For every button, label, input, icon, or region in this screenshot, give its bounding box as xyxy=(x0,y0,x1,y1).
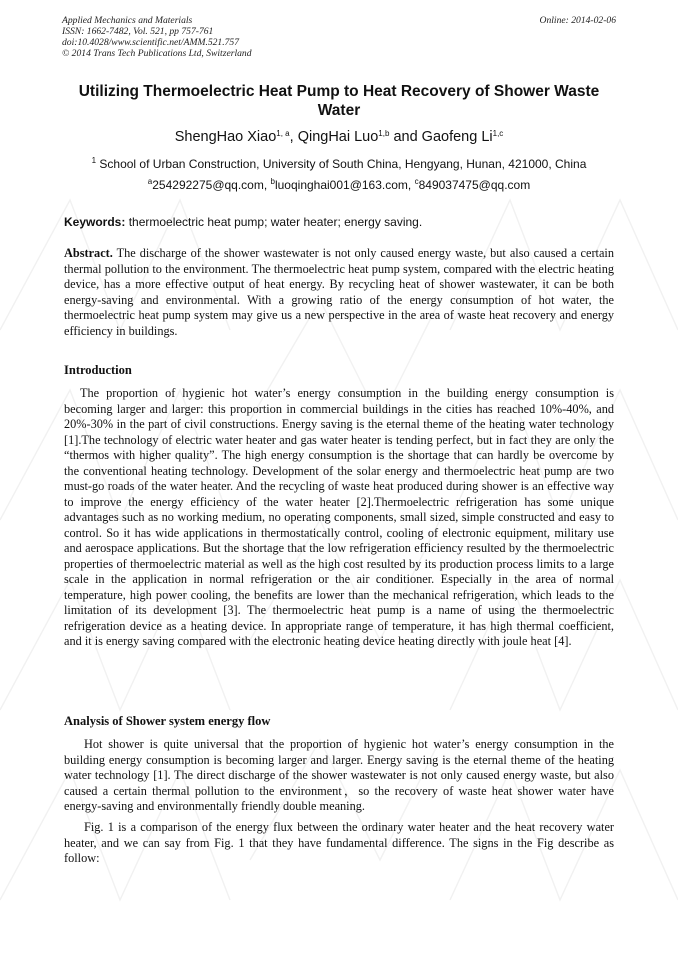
introduction-paragraph: The proportion of hygienic hot water’s energy consumption in the building energy consumption is becoming larger and larger: this proportion in commercial buildings in the cities has reached 10%-40%, and 20%-30% in the part of civil constructions. Energy saving is the eternal theme of the heating water technology [1].The technology of electric water heater and gas water heater is tending perfect, but in fact they are only the “thermos with higher quality”. The high energy consumption is the shortage that can hardly be overcome by the conventional heating technology. Development of the solar energy and thermoelectric heat pump are two must-go roads of the water heater. And the recycling of waste heat produced during shower is an effective way to improve the energy efficiency of the water heater [2].Thermoelectric refrigeration has some unique advantages such as no working medium, no operating components, small sized, simple constructed and easy to control. So it has wide applications in thermostatically control, cooling of electronic equipment, military use and aerospace applications. But the shortage that the low refrigeration efficiency resulted by the thermoelectric properties of thermoelectric material as well as the high cost resulted by its production process limits to a large scale in the application in normal refrigeration or the air conditioner. Especially in the area of normal temperature, high power cooling, the benefits are lower than the mechanical refrigeration, which leads to the limitation of its development [3]. The thermoelectric heat pump is a name of using the thermoelectric refrigeration device as a heating device. In appropriate range of temperature, it has high thermal coefficient, and it is energy saving compared with the electronic heating device heating directly with joule heat [4]. xyxy=(64,386,614,648)
author-sup: 1, a xyxy=(276,129,290,138)
analysis-paragraph-1: Hot shower is quite universal that the proportion of hygienic hot water’s energy consumption in the building energy consumption is becoming larger and larger. Energy saving is the eternal theme of the heating water technology [1]. The direct discharge of the shower wastewater is not only caused energy waste, but also caused a certain thermal pollution to the environment，so the recovery of waste heat shower water have energy-saving and environmentally friendly double meaning. xyxy=(64,737,614,813)
abstract-label: Abstract. xyxy=(64,246,113,260)
journal-name: Applied Mechanics and Materials xyxy=(62,15,193,26)
journal-issn: ISSN: 1662-7482, Vol. 521, pp 757-761 xyxy=(62,26,214,37)
section-heading-analysis: Analysis of Shower system energy flow xyxy=(64,714,271,728)
author-name: Gaofeng Li xyxy=(421,129,493,145)
abstract xyxy=(64,246,614,339)
author-sup: 1,c xyxy=(492,129,504,138)
journal-copyright: © 2014 Trans Tech Publications Ltd, Switzerland xyxy=(62,48,252,59)
author-separator: and xyxy=(389,129,422,145)
author-name: ShengHao Xiao xyxy=(174,129,277,145)
email-list xyxy=(62,178,616,193)
email-sup: b xyxy=(270,177,275,186)
author-sup: 1,b xyxy=(378,129,390,138)
author-name: QingHai Luo xyxy=(297,129,379,145)
email-sup: c xyxy=(414,177,419,186)
analysis-paragraph-2: Fig. 1 is a comparison of the energy flux between the ordinary water heater and the heat recovery water heater, and we can say from Fig. 1 that they have fundamental difference. The signs in the Fig describe as follow: xyxy=(64,820,614,865)
online-date: Online: 2014-02-06 xyxy=(539,15,616,26)
email-address: luoqinghai001@163.com, xyxy=(274,178,415,192)
abstract-text: The discharge of the shower wastewater is not only caused energy waste, but also caused a certain thermal pollution to the environment. The thermoelectric heat pump system, compared with the electric heating device, has a more effective output of heat energy. By recycling heat of shower wastewater, it can be both energy-saving and environmental. With a growing ratio of the energy consumption of hot water, the thermoelectric heat pump system may give us a new perspective in the area of waste heat recovery and energy efficiency in buildings. xyxy=(64,246,614,338)
keywords-label: Keywords: xyxy=(64,215,126,229)
keywords-text: thermoelectric heat pump; water heater; energy saving. xyxy=(125,215,423,229)
email-address: 849037475@qq.com xyxy=(418,178,531,192)
author-separator: , xyxy=(289,129,298,145)
affiliation-sup: 1 xyxy=(91,156,97,165)
keywords xyxy=(64,215,616,230)
paper-title: Utilizing Thermoelectric Heat Pump to Heat Recovery of Shower Waste Water xyxy=(78,83,600,119)
journal-doi: doi:10.4028/www.scientific.net/AMM.521.757 xyxy=(62,37,240,48)
author-list xyxy=(62,128,616,146)
journal-header xyxy=(62,15,616,59)
section-heading-introduction: Introduction xyxy=(64,363,132,377)
affiliation-text: School of Urban Construction, University of South China, Hengyang, Hunan, 421000, China xyxy=(99,157,587,171)
affiliation xyxy=(62,157,616,172)
email-sup: a xyxy=(147,177,153,186)
email-address: 254292275@qq.com, xyxy=(152,178,271,192)
